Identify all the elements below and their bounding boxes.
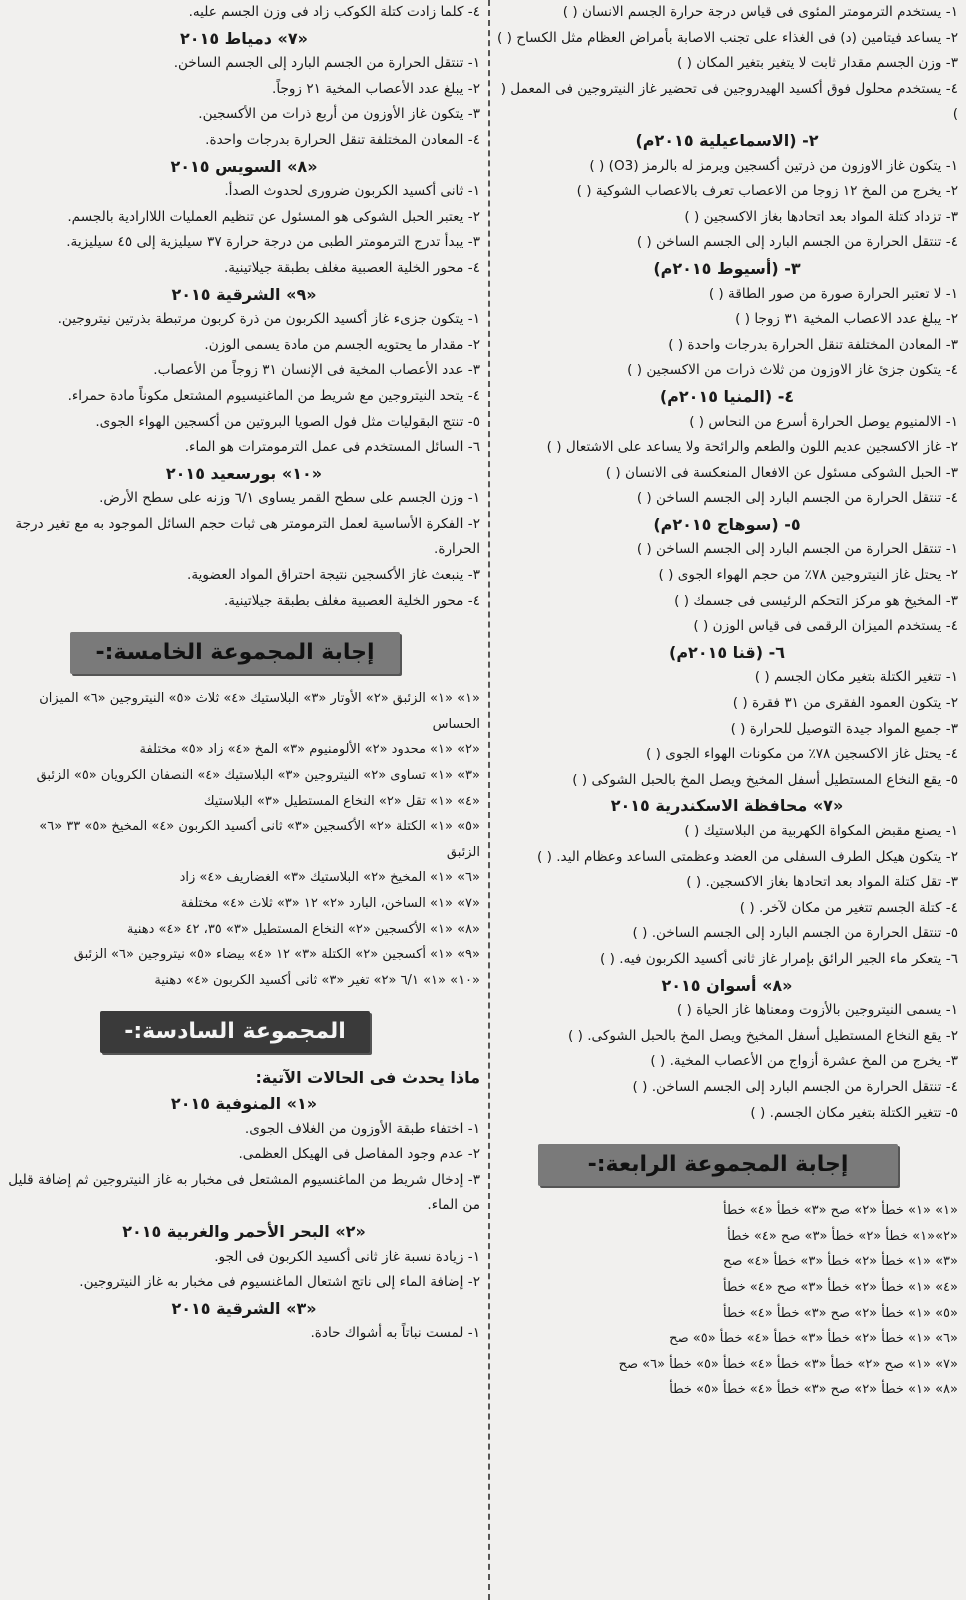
- banner-title: إجابة المجموعة الخامسة:-: [70, 632, 400, 674]
- right-question-list: [496, 0, 958, 1126]
- right-column: [496, 0, 958, 1403]
- question-item: ٢- يحتل غاز النيتروجين ٧٨٪ من حجم الهواء الجوى ( ): [658, 567, 958, 584]
- question-item: ٤- يحتل غاز الاكسجين ٧٨٪ من مكونات الهواء الجوى ( ): [646, 746, 958, 763]
- section-heading: «٣» الشرقية ٢٠١٥: [171, 1298, 317, 1318]
- question-item: ٣- ينبعث غاز الأكسجين نتيجة احتراق المواد العضوية.: [187, 567, 480, 584]
- question-item: ٣- عدد الأعصاب المخية فى الإنسان ٣١ زوجاً من الأعصاب.: [153, 362, 480, 379]
- answer-line: «٨» «١» الأكسجين «٢» النخاع المستطيل «٣» ٣٥، ٤٢ «٤» دهنية: [126, 921, 480, 937]
- question-item: ١- اختفاء طبقة الأوزون من الغلاف الجوى.: [244, 1120, 480, 1137]
- question-item: ١- لمست نباتاً به أشواك حادة.: [310, 1325, 480, 1342]
- answer-line: «٧» «١» الساخن، البارد «٢» ١٢ «٣» ثلاث «٤» مختلفة: [180, 896, 480, 911]
- answer-line: «٣» «١» خطأ «٢» خطأ «٣» خطأ «٤» صح: [723, 1254, 958, 1270]
- question-item: ٣- إدخال شريط من الماغنسيوم المشتعل فى مخبار به غاز النيتروجين ثم إضافة قليل من الماء.: [8, 1171, 480, 1214]
- question-item: ٣- المعادن المختلفة تنقل الحرارة بدرجات واحدة ( ): [668, 336, 958, 353]
- banner-title: المجموعة السادسة:-: [100, 1011, 370, 1053]
- section-heading: «٩» الشرقية ٢٠١٥: [171, 284, 317, 304]
- group-6-intro: ماذا يحدث فى الحالات الآتية:: [255, 1068, 480, 1088]
- question-item: ٣- المخيخ هو مركز التحكم الرئيسى فى جسمك ( ): [674, 592, 958, 609]
- question-item: ١- وزن الجسم على سطح القمر يساوى ٦/١ وزنه على سطح الأرض.: [99, 490, 480, 507]
- question-item: ٤- تنتقل الحرارة من الجسم البارد إلى الجسم الساخن ( ): [636, 490, 958, 507]
- question-item: ١- يتكون غاز الاوزون من ذرتين أكسجين ويرمز له بالرمز (O3) ( ): [589, 157, 958, 174]
- question-item: ٤- يستخدم الميزان الرقمى فى قياس الوزن ( ): [693, 618, 958, 635]
- question-item: ١- يستخدم الترمومتر المئوى فى قياس درجة حرارة الجسم الانسان ( ): [562, 4, 958, 20]
- answer-line: «٢» «١» محدود «٢» الألومنيوم «٣» المخ «٤» زاد «٥» مختلفة: [139, 742, 480, 758]
- question-item: ٥- تنتج البقوليات مثل فول الصويا البروتين من أكسجين الهواء الجوى.: [95, 413, 480, 430]
- question-item: ٤- محور الخلية العصبية مغلف بطبقة جيلاتينية.: [223, 592, 480, 609]
- question-item: ٣- تقل كتلة المواد بعد اتحادها بغاز الاكسجين. ( ): [686, 874, 958, 891]
- question-item: ٣- جميع المواد جيدة التوصيل للحرارة ( ): [730, 720, 958, 737]
- question-item: ٣- تزداد كتلة المواد بعد اتحادها بغاز الاكسجين ( ): [684, 208, 958, 225]
- question-item: ٢- إضافة الماء إلى ناتج اشتعال الماغنسيوم فى مخبار به غاز النيتروجين.: [79, 1274, 480, 1291]
- section-heading: ٢- (الاسماعيلية ٢٠١٥م): [635, 130, 819, 150]
- answer-line: «٧» «١» صح «٢» خطأ «٣» خطأ «٤» خطأ «٥» خطأ «٦» صح: [618, 1356, 958, 1372]
- question-item: ٢- يتكون العمود الفقرى من ٣١ فقرة ( ): [732, 695, 958, 712]
- question-item: ٢- غاز الاكسجين عديم اللون والطعم والرائحة ولا يساعد على الاشتعال ( ): [546, 439, 958, 456]
- question-item: ٤- يتكون جزئ غاز الاوزون من ثلاث ذرات من الاكسجين ( ): [627, 362, 958, 379]
- answer-line: «٢»«١» خطأ «٢» خطأ «٣» صح «٤» خطأ: [727, 1228, 958, 1244]
- answer-line: «٨» «١» خطأ «٢» صح «٣» خطأ «٤» خطأ «٥» خطأ: [669, 1382, 958, 1398]
- question-item: ٤- يتحد النيتروجين مع شريط من الماغنيسيوم المشتعل مكوناً مادة حمراء.: [67, 387, 480, 404]
- question-item: ٢- يتكون هيكل الطرف السفلى من العضد وعظمتى الساعد وعظام اليد. ( ): [536, 848, 958, 865]
- group-6-question-list: [8, 1091, 480, 1347]
- question-item: ١- تتغير الكتلة بتغير مكان الجسم ( ): [754, 669, 958, 686]
- question-item: ٣- الحبل الشوكى مسئول عن الافعال المنعكسة فى الانسان ( ): [605, 464, 958, 481]
- question-item: ٦- السائل المستخدم فى عمل الترمومترات هو الماء.: [184, 439, 480, 456]
- question-item: ٢- يبلغ عدد الاعصاب المخية ٣١ زوجا ( ): [735, 311, 958, 328]
- question-item: ٢- الفكرة الأساسية لعمل الترمومتر هى ثبات حجم السائل الموجود به مع تغير درجة الحرارة.: [15, 515, 480, 558]
- question-item: ٣- يخرج من المخ عشرة أزواج من الأعصاب المخية. ( ): [650, 1053, 958, 1070]
- question-item: ٢- عدم وجود المفاصل فى الهيكل العظمى.: [238, 1146, 480, 1163]
- section-heading: ٤- (المنيا ٢٠١٥م): [659, 386, 795, 406]
- section-heading: «٧» محافظة الاسكندرية ٢٠١٥: [610, 796, 844, 816]
- banner-group-6: [8, 1001, 480, 1057]
- question-item: ٤- كتلة الجسم تتغير من مكان لآخر. ( ): [739, 899, 958, 916]
- question-item: ٤- تنتقل الحرارة من الجسم البارد إلى الجسم الساخن. ( ): [632, 1078, 958, 1095]
- answer-line: «٣» «١» تساوى «٢» النيتروجين «٣» البلاستيك «٤» النصفان الكرويان «٥» الزئبق: [36, 768, 480, 784]
- question-item: ١- يتكون جزىء غاز أكسيد الكربون من ذرة كربون مرتبطة بذرتين نيتروجين.: [57, 311, 480, 328]
- question-item: ١- الالمنيوم يوصل الحرارة أسرع من النحاس ( ): [689, 413, 958, 430]
- question-item: ١- لا تعتبر الحرارة صورة من صور الطاقة ( ): [708, 285, 958, 302]
- question-item: ٤- كلما زادت كتلة الكوكب زاد فى وزن الجسم عليه.: [188, 4, 480, 20]
- question-item: ١- يسمى النيتروجين بالأزوت ومعناها غاز الحياة ( ): [676, 1002, 958, 1019]
- answer-line: «٩» «١» أكسجين «٢» الكتلة «٣» ١٢ «٤» بيضاء «٥» نيتروجين «٦» الزئبق: [73, 947, 480, 963]
- group-4-answers: [496, 1198, 958, 1403]
- question-item: ٥- تنتقل الحرارة من الجسم البارد إلى الجسم الساخن. ( ): [632, 925, 958, 942]
- section-heading: ٦- (قنا ٢٠١٥م): [669, 642, 785, 662]
- question-item: ٥- تتغير الكتلة بتغير مكان الجسم. ( ): [750, 1104, 958, 1121]
- question-item: ١- يصنع مقبض المكواة الكهربية من البلاستيك ( ): [684, 823, 958, 839]
- question-item: ٤- يستخدم محلول فوق أكسيد الهيدروجين فى تحضير غاز النيتروجين فى المعمل ( ): [500, 80, 958, 123]
- question-item: ٢- يعتبر الحبل الشوكى هو المسئول عن تنظيم العمليات اللاارادية بالجسم.: [67, 208, 480, 225]
- question-item: ٦- يتعكر ماء الجير الرائق بإمرار غاز ثانى أكسيد الكربون فيه. ( ): [600, 950, 958, 967]
- column-divider: [488, 0, 490, 1600]
- question-item: ٤- المعادن المختلفة تنقل الحرارة بدرجات واحدة.: [205, 131, 480, 148]
- group-5-answers: [8, 686, 480, 993]
- question-item: ١- تنتقل الحرارة من الجسم البارد إلى الجسم الساخن ( ): [636, 541, 958, 558]
- question-item: ٢- يقع النخاع المستطيل أسفل المخيخ ويصل المخ بالحبل الشوكى. ( ): [567, 1027, 958, 1044]
- question-item: ٢- يبلغ عدد الأعصاب المخية ٢١ زوجاً.: [272, 80, 480, 97]
- banner-title: إجابة المجموعة الرابعة:-: [538, 1144, 898, 1186]
- section-heading: ٥- (سوهاج ٢٠١٥م): [653, 514, 801, 534]
- question-item: ٢- مقدار ما يحتويه الجسم من مادة يسمى الوزن.: [204, 336, 480, 353]
- question-item: ١- ثانى أكسيد الكربون ضرورى لحدوث الصدأ.: [224, 183, 480, 200]
- left-column: [8, 0, 480, 1347]
- answer-line: «٥» «١» الكتلة «٢» الأكسجين «٣» ثانى أكسيد الكربون «٤» المخيخ «٥» ٣٣ «٦» الزئبق: [39, 819, 480, 860]
- section-heading: «١٠» بورسعيد ٢٠١٥: [165, 463, 323, 483]
- answer-line: «٤» «١» خطأ «٢» خطأ «٣» صح «٤» خطأ: [723, 1279, 958, 1295]
- question-item: ٣- يتكون غاز الأوزون من أربع ذرات من الأكسجين.: [198, 106, 480, 123]
- question-item: ٥- يقع النخاع المستطيل أسفل المخيخ ويصل المخ بالحبل الشوكى ( ): [572, 771, 958, 788]
- answer-line: «١» «١» خطأ «٢» صح «٣» خطأ «٤» خطأ: [723, 1203, 958, 1219]
- answer-line: «٤» «١» تقل «٢» النخاع المستطيل «٣» البلاستيك: [203, 793, 480, 809]
- banner-group-4-answers: [496, 1134, 958, 1190]
- answer-line: «٦» «١» خطأ «٢» خطأ «٣» خطأ «٤» خطأ «٥» صح: [669, 1331, 958, 1347]
- answer-line: «٥» «١» خطأ «٢» صح «٣» خطأ «٤» خطأ: [723, 1305, 958, 1321]
- question-item: ٢- يساعد فيتامين (د) فى الغذاء على تجنب الاصابة بأمراض العظام مثل الكساح ( ): [497, 29, 958, 46]
- answer-line: «١» «١» الزئبق «٢» الأوتار «٣» البلاستيك «٤» ثلاث «٥» النيتروجين «٦» الميزان الحساس: [39, 691, 480, 732]
- section-heading: «٨» السويس ٢٠١٥: [170, 156, 318, 176]
- question-item: ٣- وزن الجسم مقدار ثابت لا يتغير بتغير المكان ( ): [677, 55, 958, 72]
- banner-group-5-answers: [8, 622, 480, 678]
- question-item: ١- تنتقل الحرارة من الجسم البارد إلى الجسم الساخن.: [173, 55, 480, 72]
- question-item: ١- زيادة نسبة غاز ثانى أكسيد الكربون فى الجو.: [214, 1248, 480, 1265]
- question-item: ٤- محور الخلية العصبية مغلف بطبقة جيلاتينية.: [223, 259, 480, 276]
- question-item: ٢- يخرج من المخ ١٢ زوجا من الاعصاب تعرف بالاعصاب الشوكية ( ): [576, 183, 958, 200]
- question-item: ٣- يبدأ تدرج الترمومتر الطبى من درجة حرارة ٣٧ سيليزية إلى ٤٥ سيليزية.: [66, 234, 480, 251]
- answer-line: «٦» «١» المخيخ «٢» البلاستيك «٣» الغضاريف «٤» زاد: [179, 870, 480, 886]
- section-heading: «٨» أسوان ٢٠١٥: [661, 975, 793, 995]
- section-heading: «١» المنوفية ٢٠١٥: [170, 1093, 318, 1113]
- section-heading: «٧» دمياط ٢٠١٥: [180, 28, 308, 48]
- left-question-list: [8, 0, 480, 614]
- section-heading: ٣- (أسيوط ٢٠١٥م): [653, 258, 801, 278]
- section-heading: «٢» البحر الأحمر والغربية ٢٠١٥: [122, 1221, 366, 1241]
- answer-line: «١٠» «١» ٦/١ «٢» تغير «٣» ثانى أكسيد الكربون «٤» دهنية: [154, 972, 480, 988]
- question-item: ٤- تنتقل الحرارة من الجسم البارد إلى الجسم الساخن ( ): [636, 234, 958, 251]
